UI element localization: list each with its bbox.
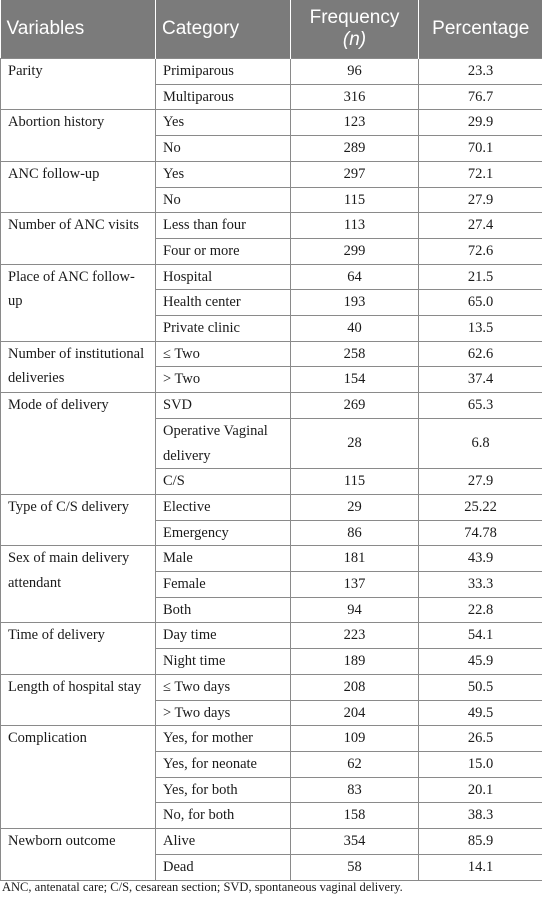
table-row (1, 59, 542, 85)
frequency-cell: 289 (291, 136, 419, 162)
percentage-cell: 54.1 (419, 623, 542, 649)
percentage-cell: 62.6 (419, 341, 542, 367)
table-row (1, 494, 542, 520)
variable-cell: ANC follow-up (1, 161, 156, 212)
percentage-cell: 50.5 (419, 674, 542, 700)
frequency-cell: 40 (291, 316, 419, 342)
variable-cell: Number of institutional deliveries (1, 341, 156, 392)
percentage-cell: 74.78 (419, 520, 542, 546)
category-cell: Female (156, 572, 291, 598)
percentage-cell: 29.9 (419, 110, 542, 136)
category-cell: Multiparous (156, 84, 291, 110)
percentage-cell: 13.5 (419, 316, 542, 342)
percentage-cell: 14.1 (419, 854, 542, 880)
table-header (1, 0, 542, 59)
category-cell: SVD (156, 393, 291, 419)
percentage-cell: 72.6 (419, 238, 542, 264)
frequency-cell: 113 (291, 213, 419, 239)
variable-cell: Abortion history (1, 110, 156, 161)
table-footnote: ANC, antenatal care; C/S, cesarean section; SVD, spontaneous vaginal delivery. (2, 880, 403, 894)
percentage-cell: 49.5 (419, 700, 542, 726)
category-cell: Yes, for both (156, 777, 291, 803)
category-cell: Dead (156, 854, 291, 880)
header-frequency (291, 0, 419, 59)
variable-cell: Sex of main delivery attendant (1, 546, 156, 623)
category-cell: Health center (156, 290, 291, 316)
category-cell: Yes, for neonate (156, 751, 291, 777)
frequency-cell: 94 (291, 597, 419, 623)
category-cell: No (156, 136, 291, 162)
frequency-cell: 204 (291, 700, 419, 726)
header-frequency-n: (n) (342, 29, 367, 50)
percentage-cell: 20.1 (419, 777, 542, 803)
percentage-cell: 70.1 (419, 136, 542, 162)
category-cell: Both (156, 597, 291, 623)
percentage-cell: 76.7 (419, 84, 542, 110)
frequency-cell: 115 (291, 187, 419, 213)
frequency-cell: 86 (291, 520, 419, 546)
frequency-cell: 96 (291, 59, 419, 85)
percentage-cell: 27.9 (419, 469, 542, 495)
percentage-cell: 22.8 (419, 597, 542, 623)
table-row (1, 829, 542, 855)
category-cell: Day time (156, 623, 291, 649)
percentage-cell: 85.9 (419, 829, 542, 855)
variable-cell: Newborn outcome (1, 829, 156, 880)
header-frequency-label: Frequency (309, 7, 400, 28)
frequency-cell: 297 (291, 161, 419, 187)
variable-cell: Number of ANC visits (1, 213, 156, 264)
frequency-cell: 28 (291, 418, 419, 468)
frequency-cell: 269 (291, 393, 419, 419)
variable-cell: Parity (1, 59, 156, 110)
frequency-cell: 189 (291, 649, 419, 675)
category-cell: ≤ Two (156, 341, 291, 367)
category-cell: Yes (156, 161, 291, 187)
frequency-cell: 181 (291, 546, 419, 572)
frequency-cell: 154 (291, 367, 419, 393)
table-body (1, 59, 542, 881)
frequency-cell: 64 (291, 264, 419, 290)
percentage-cell: 27.9 (419, 187, 542, 213)
percentage-cell: 43.9 (419, 546, 542, 572)
frequency-cell: 208 (291, 674, 419, 700)
frequency-cell: 137 (291, 572, 419, 598)
category-cell: Hospital (156, 264, 291, 290)
table-row (1, 726, 542, 752)
category-cell: Yes, for mother (156, 726, 291, 752)
percentage-cell: 23.3 (419, 59, 542, 85)
category-cell: > Two (156, 367, 291, 393)
header-variables: Variables (1, 0, 156, 59)
table-row (1, 546, 542, 572)
percentage-cell: 33.3 (419, 572, 542, 598)
category-cell: Male (156, 546, 291, 572)
category-cell: Elective (156, 494, 291, 520)
percentage-cell: 21.5 (419, 264, 542, 290)
category-cell: Private clinic (156, 316, 291, 342)
percentage-cell: 72.1 (419, 161, 542, 187)
category-cell: Less than four (156, 213, 291, 239)
table-row (1, 264, 542, 290)
percentage-cell: 45.9 (419, 649, 542, 675)
variable-cell: Complication (1, 726, 156, 829)
frequency-cell: 83 (291, 777, 419, 803)
percentage-cell: 38.3 (419, 803, 542, 829)
variable-cell: Length of hospital stay (1, 674, 156, 725)
table-row (1, 674, 542, 700)
table-row (1, 213, 542, 239)
percentage-cell: 25.22 (419, 494, 542, 520)
percentage-cell: 65.0 (419, 290, 542, 316)
variable-cell: Mode of delivery (1, 393, 156, 495)
frequency-cell: 258 (291, 341, 419, 367)
category-cell: Alive (156, 829, 291, 855)
percentage-cell: 26.5 (419, 726, 542, 752)
frequency-cell: 123 (291, 110, 419, 136)
category-cell: Four or more (156, 238, 291, 264)
variable-cell: Time of delivery (1, 623, 156, 674)
category-cell: Yes (156, 110, 291, 136)
frequency-cell: 62 (291, 751, 419, 777)
percentage-cell: 37.4 (419, 367, 542, 393)
frequency-cell: 193 (291, 290, 419, 316)
percentage-cell: 15.0 (419, 751, 542, 777)
category-cell: No, for both (156, 803, 291, 829)
table-row (1, 341, 542, 367)
header-category: Category (156, 0, 291, 59)
table-row (1, 393, 542, 419)
percentage-cell: 65.3 (419, 393, 542, 419)
category-cell: No (156, 187, 291, 213)
category-cell: > Two days (156, 700, 291, 726)
table-row (1, 623, 542, 649)
frequency-cell: 316 (291, 84, 419, 110)
frequency-cell: 115 (291, 469, 419, 495)
category-cell: C/S (156, 469, 291, 495)
frequency-cell: 299 (291, 238, 419, 264)
variable-cell: Place of ANC follow-up (1, 264, 156, 341)
table-row (1, 161, 542, 187)
frequency-cell: 109 (291, 726, 419, 752)
variable-cell: Type of C/S delivery (1, 494, 156, 545)
header-percentage: Percentage (419, 0, 542, 59)
category-cell: Night time (156, 649, 291, 675)
table-row (1, 110, 542, 136)
frequency-cell: 158 (291, 803, 419, 829)
frequency-cell: 29 (291, 494, 419, 520)
category-cell: ≤ Two days (156, 674, 291, 700)
frequency-cell: 223 (291, 623, 419, 649)
percentage-cell: 27.4 (419, 213, 542, 239)
category-cell: Emergency (156, 520, 291, 546)
category-cell: Operative Vaginal delivery (156, 418, 291, 468)
category-cell: Primiparous (156, 59, 291, 85)
frequency-cell: 354 (291, 829, 419, 855)
percentage-cell: 6.8 (419, 418, 542, 468)
frequency-cell: 58 (291, 854, 419, 880)
